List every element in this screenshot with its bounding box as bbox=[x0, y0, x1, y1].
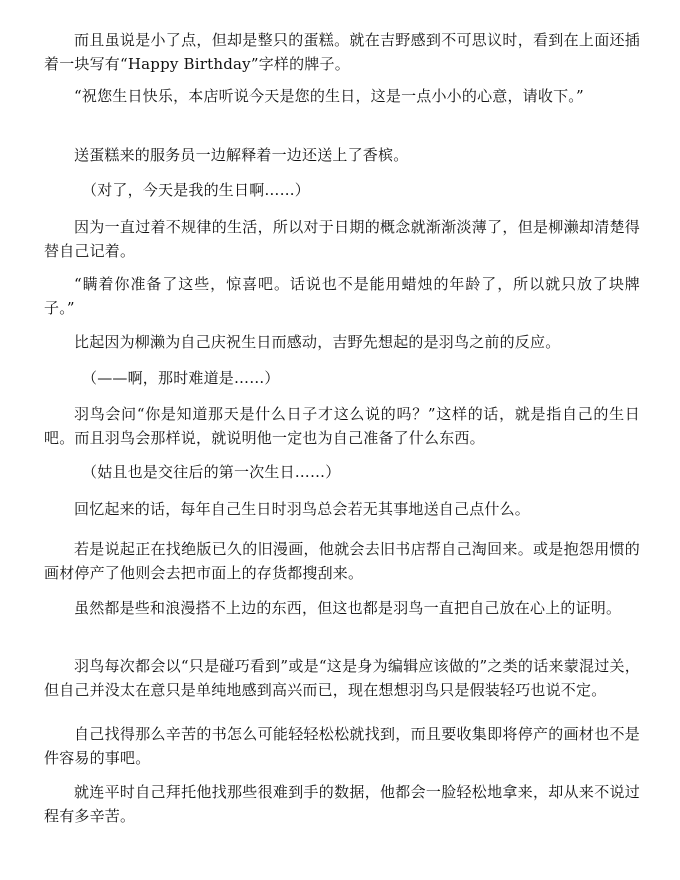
paragraph-7: 比起因为柳濑为自己庆祝生日而感动，吉野先想起的是羽鸟之前的反应。 bbox=[74, 333, 561, 351]
paragraph-2: “祝您生日快乐，本店听说今天是您的生日，这是一点小小的心意，请收下。” bbox=[74, 87, 584, 105]
paragraph-8: （——啊，那时难道是……） bbox=[82, 369, 280, 387]
paragraph-16: 就连平时自己拜托他找那些很难到手的数据，他都会一脸轻松地拿来，却从来不说过程有多辛苦。 bbox=[44, 783, 640, 825]
paragraph-13: 虽然都是些和浪漫搭不上边的东西，但这也都是羽鸟一直把自己放在心上的证明。 bbox=[74, 599, 622, 617]
paragraph-15: 自己找得那么辛苦的书怎么可能轻轻松松就找到，而且要收集即将停产的画材也不是件容易的事吧。 bbox=[44, 725, 640, 767]
paragraph-12: 若是说起正在找绝版已久的旧漫画，他就会去旧书店帮自己淘回来。或是抱怨用惯的画材停产了他则会去把市面上的存货都搜刮来。 bbox=[44, 540, 640, 582]
paragraph-6: “瞒着你准备了这些，惊喜吧。话说也不是能用蜡烛的年龄了，所以就只放了块牌子。” bbox=[44, 275, 640, 317]
paragraph-4: （对了，今天是我的生日啊……） bbox=[82, 181, 311, 199]
paragraph-5: 因为一直过着不规律的生活，所以对于日期的概念就渐渐淡薄了，但是柳濑却清楚得替自己记着。 bbox=[44, 218, 640, 260]
paragraph-9: 羽鸟会问“你是知道那天是什么日子才这么说的吗？”这样的话，就是指自己的生日吧。而且羽鸟会那样说，就说明他一定也为自己准备了什么东西。 bbox=[44, 405, 640, 447]
paragraph-14: 羽鸟每次都会以“只是碰巧看到”或是“这是身为编辑应该做的”之类的话来蒙混过关，但自己并没太在意只是单纯地感到高兴而已，现在想想羽鸟只是假装轻巧也说不定。 bbox=[44, 657, 640, 699]
paragraph-10: （姑且也是交往后的第一次生日……） bbox=[82, 463, 341, 481]
paragraph-11: 回忆起来的话，每年自己生日时羽鸟总会若无其事地送自己点什么。 bbox=[74, 500, 531, 518]
paragraph-3: 送蛋糕来的服务员一边解释着一边还送上了香槟。 bbox=[74, 146, 409, 164]
paragraph-1: 而且虽说是小了点，但却是整只的蛋糕。就在吉野感到不可思议时，看到在上面还插着一块写有“Happy Birthday”字样的牌子。 bbox=[44, 31, 640, 73]
